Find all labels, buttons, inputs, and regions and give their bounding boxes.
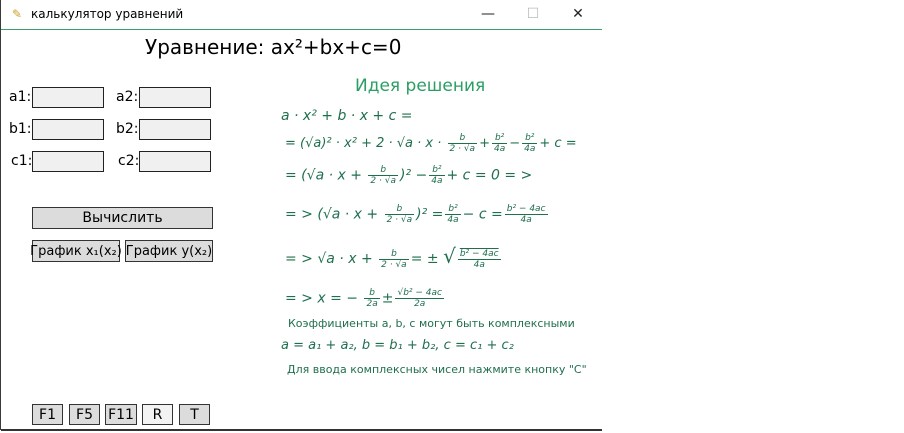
a1-label: a1: <box>9 89 32 105</box>
graph-y-button[interactable]: График y(x₂) <box>125 240 213 262</box>
title-bar[interactable] <box>1 0 602 30</box>
formula-line-6: = > x = − $\frac{b}{2a}$ ± $\frac{\text{√b² − 4ac}}{2a}$ <box>285 288 442 309</box>
fraction: $\frac{\text{b²}}{4a}$ <box>493 133 506 154</box>
formula-line-6-prefix: = > x = − <box>285 290 359 307</box>
complex-input-note: Для ввода комплексных чисел нажмите кнопку "C" <box>287 363 587 376</box>
b2-input[interactable] <box>139 119 211 140</box>
fraction: $\frac{b}{2 \cdot √a}$ <box>386 204 413 225</box>
f5-button[interactable]: F5 <box>69 404 100 425</box>
maximize-button[interactable]: ☐ <box>526 6 540 22</box>
graph-x1-button[interactable]: График x₁(x₂) <box>32 240 120 262</box>
a2-input[interactable] <box>139 87 211 108</box>
c2-label: c2: <box>118 153 140 169</box>
fraction: $\frac{\text{b² − 4ac}}{4a}$ <box>459 248 499 270</box>
f1-button[interactable]: F1 <box>32 404 63 425</box>
minimize-button[interactable]: — <box>481 6 495 22</box>
b2-label: b2: <box>116 121 139 137</box>
c1-label: c1: <box>11 153 33 169</box>
fraction: $\frac{\text{b² − 4ac}}{4a}$ <box>506 204 546 225</box>
a1-input[interactable] <box>32 87 104 108</box>
formula-line-4: = > (√a · x + $\frac{b}{2 \cdot √a}$ )² = $\frac{\text{b²}}{4a}$ − c = $\frac{\text{b² − 4ac}}{4a}$ <box>285 204 546 225</box>
formula-line-4-prefix: = > (√a · x + <box>285 206 379 223</box>
formula-line-2-prefix: = (√a)² · x² + 2 · √a · x · <box>285 136 442 151</box>
equation-heading: Уравнение: ax²+bx+c=0 <box>145 35 402 59</box>
fraction: $\frac{\text{b²}}{4a}$ <box>431 165 443 186</box>
fraction: $\frac{b}{2 \cdot √a}$ <box>381 248 407 270</box>
fraction: $\frac{\text{b²}}{4a}$ <box>524 133 536 154</box>
app-icon: ✎ <box>11 7 23 21</box>
solution-title: Идея решения <box>355 76 486 96</box>
b1-input[interactable] <box>32 119 104 140</box>
fraction: $\frac{b}{2 \cdot √a}$ <box>370 165 396 186</box>
formula-line-5-prefix: = > √a · x + <box>285 251 373 267</box>
coefficients-sum: a = a₁ + a₂, b = b₁ + b₂, c = c₁ + c₂ <box>281 338 514 353</box>
coefficients-note: Коэффициенты a, b, c могут быть комплексными <box>288 317 575 330</box>
b1-label: b1: <box>9 121 32 137</box>
fraction: $\frac{b}{2 \cdot √a}$ <box>449 133 476 154</box>
bottom-divider <box>1 429 602 431</box>
fraction: $\frac{b}{2a}$ <box>366 288 378 309</box>
formula-line-2: = (√a)² · x² + 2 · √a · x · $\frac{b}{2 \cdot √a}$ + $\frac{\text{b²}}{4a}$ − $\frac{\text{b²}}{4a}$ + c = <box>285 133 577 154</box>
r-button[interactable]: R <box>142 404 173 425</box>
a2-label: a2: <box>116 89 139 105</box>
formula-line-5: = > √a · x + $\frac{b}{2 \cdot √a}$ = ± √ $\frac{\text{b² − 4ac}}{4a}$ <box>285 244 499 270</box>
fraction: $\frac{\text{b²}}{4a}$ <box>447 204 459 225</box>
window-title: калькулятор уравнений <box>31 7 184 21</box>
fraction: $\frac{\text{√b² − 4ac}}{2a}$ <box>397 288 442 309</box>
close-button[interactable]: ✕ <box>572 6 584 22</box>
calculate-button[interactable]: Вычислить <box>32 207 213 229</box>
f11-button[interactable]: F11 <box>105 404 137 425</box>
c1-input[interactable] <box>32 151 104 172</box>
formula-line-1: a · x² + b · x + c = <box>281 108 413 124</box>
formula-line-3-prefix: = (√a · x + <box>285 167 362 184</box>
c2-input[interactable] <box>139 151 211 172</box>
formula-line-3: = (√a · x + $\frac{b}{2 \cdot √a}$ )² − $\frac{\text{b²}}{4a}$ + c = 0 = > <box>285 165 533 186</box>
t-button[interactable]: T <box>179 404 210 425</box>
